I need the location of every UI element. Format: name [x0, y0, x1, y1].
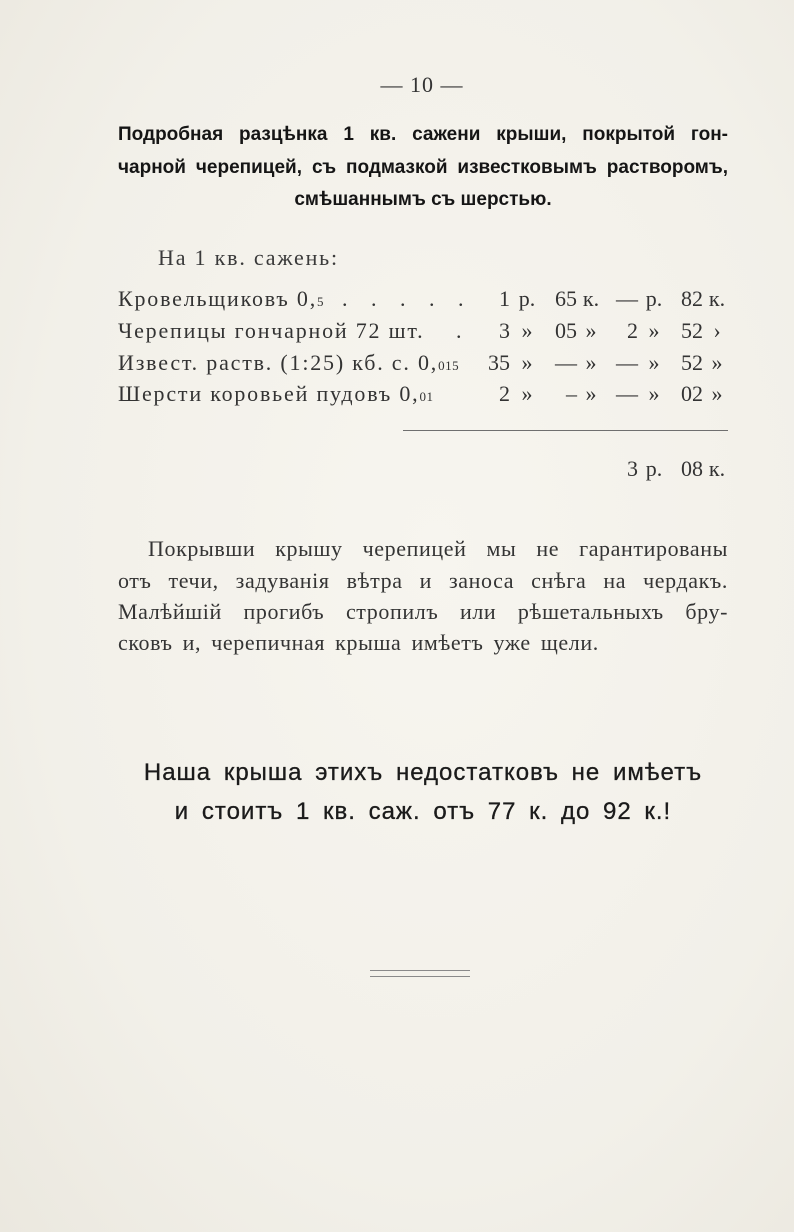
estimate-row: [0, 378, 794, 409]
price-rubles: 2: [499, 381, 510, 406]
cost-rubles-unit: »: [648, 350, 660, 375]
row-label-text: Шерсти коровьей пудовъ 0,: [118, 381, 420, 406]
estimate-total: [0, 453, 794, 484]
cost-kopecks: 02: [681, 381, 703, 406]
row-label-text: Черепицы гончарной 72 шт.: [118, 318, 425, 343]
price-kopecks: 65: [555, 286, 577, 311]
cost-rubles: —: [616, 381, 638, 406]
price-kopecks: —: [555, 350, 577, 375]
row-label-text: Кровельщиковъ 0,: [118, 286, 318, 311]
price-rubles: 3: [499, 318, 510, 343]
price-rubles-unit: »: [521, 350, 533, 375]
price-kopecks-unit: к.: [582, 286, 600, 311]
price-kopecks: –: [566, 381, 577, 406]
estimate-subtitle: На 1 кв. сажень:: [158, 245, 339, 270]
price-kopecks: 05: [555, 318, 577, 343]
cost-rubles: —: [616, 286, 638, 311]
estimate-row: [0, 347, 794, 378]
paragraph-line-3: Малѣйшій прогибъ стропилъ или рѣшетальныхъ бру-: [118, 599, 728, 624]
cost-rubles-unit: р.: [645, 286, 663, 311]
cost-rubles: 2: [627, 318, 638, 343]
heading-line-3: смѣшаннымъ съ шерстью.: [294, 189, 552, 210]
price-kopecks-unit: »: [585, 318, 597, 343]
row-quantity-fraction: 5: [317, 294, 325, 309]
price-rubles: 35: [488, 350, 510, 375]
heading-line-2: чарной черепицей, съ подмазкой известковымъ растворомъ,: [118, 157, 728, 178]
cost-kopecks: 52: [681, 318, 703, 343]
row-label-text: Извест. раств. (1:25) кб. с. 0,: [118, 350, 439, 375]
cost-kopecks: 82: [681, 286, 703, 311]
cost-kopecks-unit: »: [711, 381, 723, 406]
price-rubles-unit: »: [521, 381, 533, 406]
price-kopecks-unit: »: [585, 381, 597, 406]
paragraph-line-1: Покрывши крышу черепицей мы не гарантированы: [148, 536, 728, 561]
conclusion-line-1: Наша крыша этихъ недостатковъ не имѣетъ: [143, 759, 703, 786]
row-quantity-fraction: 01: [419, 389, 434, 404]
page-number: — 10 —: [380, 72, 464, 97]
cost-rubles-unit: »: [648, 318, 660, 343]
price-rubles: 1: [499, 286, 510, 311]
price-rubles-unit: »: [521, 318, 533, 343]
estimate-row: [0, 283, 794, 314]
row-leader-dots: . . . . .: [342, 286, 473, 311]
row-quantity-fraction: 015: [438, 358, 460, 373]
heading-line-1: Подробная разцѣнка 1 кв. сажени крыши, покрытой гон-: [118, 124, 728, 145]
cost-rubles: —: [616, 350, 638, 375]
row-leader-dots: .: [456, 318, 462, 343]
total-kopecks: 08: [681, 456, 703, 481]
cost-rubles-unit: »: [648, 381, 660, 406]
estimate-row: [0, 315, 794, 346]
sum-divider: [403, 430, 728, 431]
total-rubles: 3: [627, 456, 638, 481]
cost-kopecks-unit: ›: [713, 318, 721, 343]
price-kopecks-unit: »: [585, 350, 597, 375]
conclusion-line-2: и стоитъ 1 кв. саж. отъ 77 к. до 92 к.!: [174, 798, 672, 825]
cost-kopecks: 52: [681, 350, 703, 375]
row-label: [118, 315, 424, 346]
paragraph-line-2: отъ течи, задуванія вѣтра и заноса снѣга на чердакъ.: [118, 568, 728, 593]
total-kopecks-unit: к.: [708, 456, 726, 481]
cost-kopecks-unit: »: [711, 350, 723, 375]
cost-kopecks-unit: к.: [708, 286, 726, 311]
row-label: [118, 378, 433, 412]
row-label: [118, 347, 459, 381]
row-label: [118, 283, 324, 317]
price-rubles-unit: р.: [518, 286, 536, 311]
paragraph-line-4: сковъ и, черепичная крыша имѣетъ уже щели.: [118, 630, 599, 655]
closing-double-rule: [370, 970, 470, 977]
total-rubles-unit: р.: [645, 456, 663, 481]
